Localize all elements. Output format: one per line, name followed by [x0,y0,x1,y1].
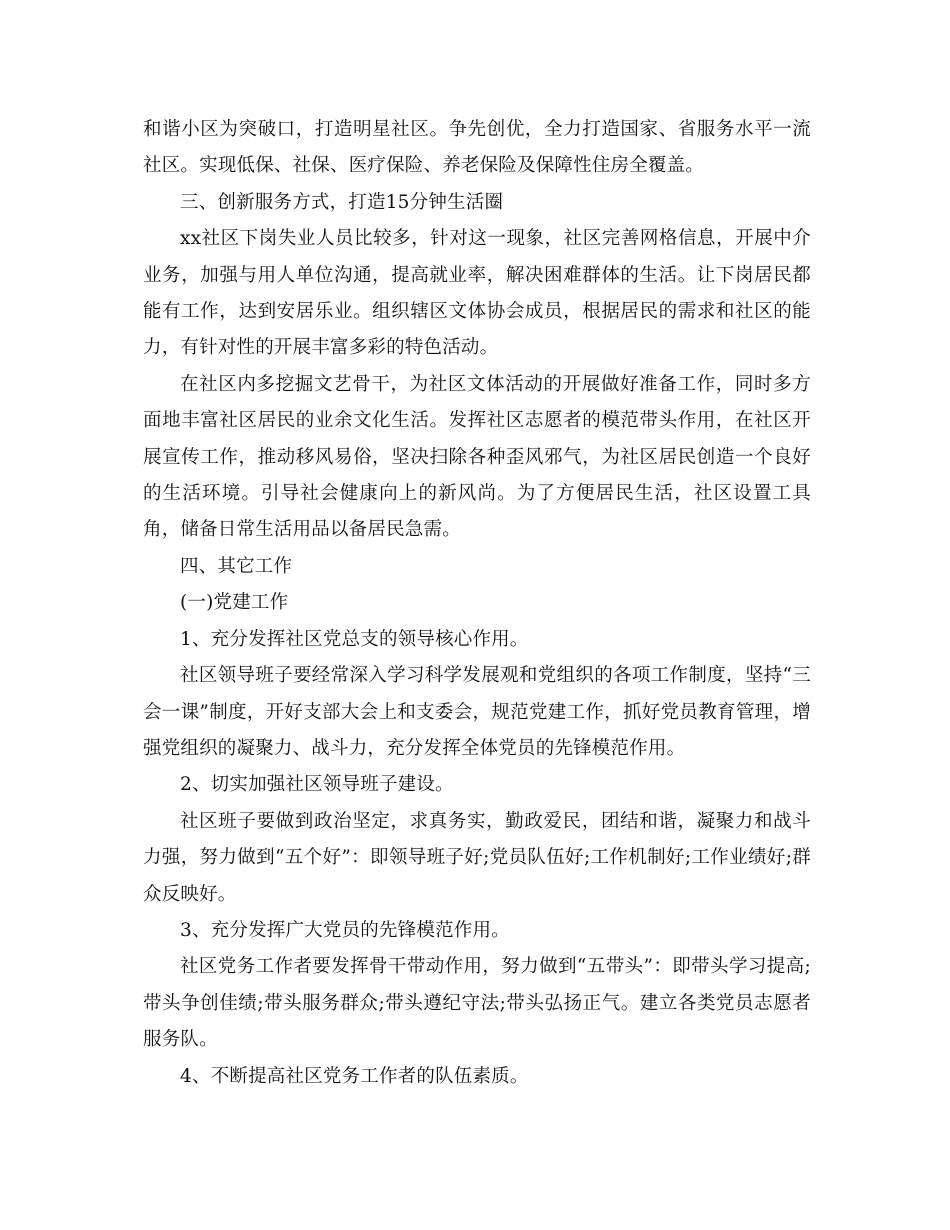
paragraph-1: 和谐小区为突破口，打造明星社区。争先创优，全力打造国家、省服务水平一流社区。实现低保、社保、医疗保险、养老保险及保障性住房全覆盖。 [143,119,811,177]
paragraph-2: xx社区下岗失业人员比较多，针对这一现象，社区完善网格信息，开展中介业务，加强与用人单位沟通，提高就业率，解决困难群体的生活。让下岗居民都能有工作，达到安居乐业。组织辖区文体协会成员，根据居民的需求和社区的能力，有针对性的开展丰富多彩的特色活动。 [143,228,811,359]
paragraph-5: 社区班子要做到政治坚定，求真务实，勤政爱民，团结和谐，凝聚力和战斗力强，努力做到“五个好”：即领导班子好;党员队伍好;工作机制好;工作业绩好;群众反映好。 [143,810,811,905]
paragraph-4: 社区领导班子要经常深入学习科学发展观和党组织的各项工作制度，坚持“三会一课”制度，开好支部大会上和支委会，规范党建工作，抓好党员教育管理，增强党组织的凝聚力、战斗力，充分发挥全体党员的先锋模范作用。 [143,665,811,759]
item-heading-1: 1、充分发挥社区党总支的领导核心作用。 [180,628,529,650]
section-heading-4: 四、其它工作 [180,555,293,577]
section-heading-3: 三、创新服务方式，打造15分钟生活圈 [180,191,504,213]
paragraph-6: 社区党务工作者要发挥骨干带动作用，努力做到“五带头”：即带头学习提高;带头争创佳绩;带头服务群众;带头遵纪守法;带头弘扬正气。建立各类党员志愿者服务队。 [143,956,811,1051]
item-heading-3: 3、充分发挥广大党员的先锋模范作用。 [180,919,510,941]
item-heading-2: 2、切实加强社区领导班子建设。 [180,774,454,796]
subsection-heading-1: (一)党建工作 [180,592,289,614]
item-heading-4: 4、不断提高社区党务工作者的队伍素质。 [180,1065,529,1087]
document-body [143,112,811,1095]
paragraph-3: 在社区内多挖掘文艺骨干，为社区文体活动的开展做好准备工作，同时多方面地丰富社区居民的业余文化生活。发挥社区志愿者的模范带头作用，在社区开展宣传工作，推动移风易俗，坚决扫除各种歪风邪气，为社区居民创造一个良好的生活环境。引导社会健康向上的新风尚。为了方便居民生活，社区设置工具角，储备日常生活用品以备居民急需。 [143,373,811,541]
